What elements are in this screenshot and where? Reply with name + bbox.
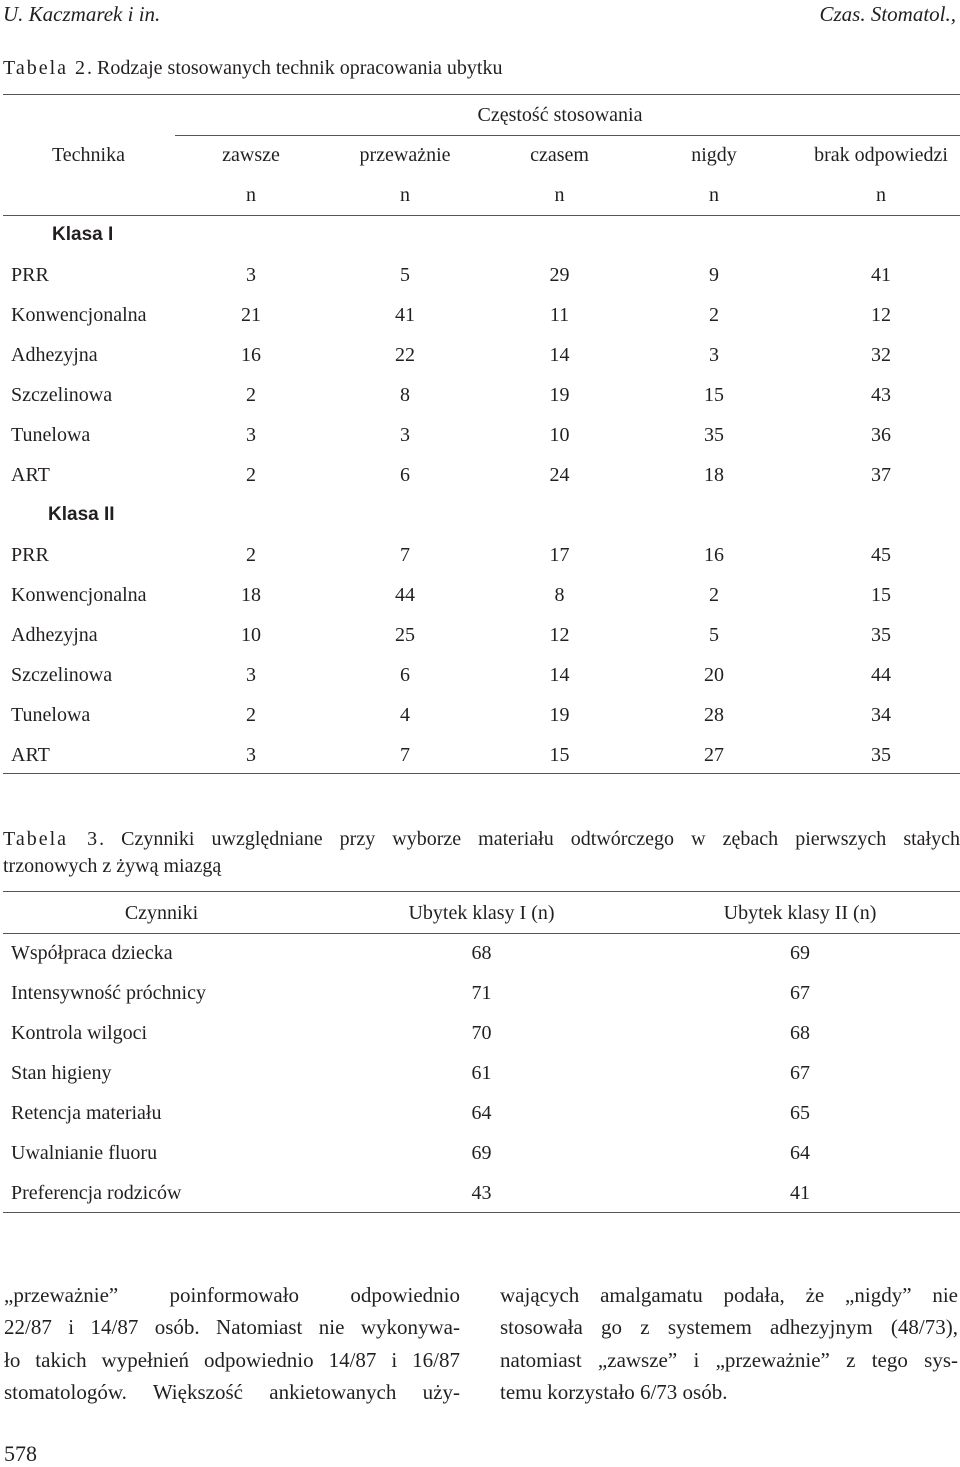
cell-value: 43 xyxy=(871,383,891,406)
table2-unit: n xyxy=(709,183,719,206)
body-line: natomiast „zawsze” i „przeważnie” z tego sys- xyxy=(500,1347,958,1372)
table3-header-czynniki: Czynniki xyxy=(124,901,199,924)
row-label: Intensywność próchnicy xyxy=(11,981,206,1004)
cell-value: 2 xyxy=(246,463,256,486)
table2-caption xyxy=(3,57,502,80)
table2-header-nigdy: nigdy xyxy=(691,143,737,166)
page-number: 578 xyxy=(4,1441,37,1466)
cell-value: 15 xyxy=(549,743,570,766)
cell-value: 67 xyxy=(790,1061,810,1084)
table-row xyxy=(0,615,960,655)
cell-value: 35 xyxy=(704,423,724,446)
cell-value: 21 xyxy=(241,303,261,326)
cell-value: 9 xyxy=(709,263,719,286)
cell-value: 5 xyxy=(709,623,719,646)
cell-value: 27 xyxy=(704,743,724,766)
row-label: Tunelowa xyxy=(11,423,91,446)
row-label: Szczelinowa xyxy=(11,663,113,686)
table2-header-przewaznie: przeważnie xyxy=(359,143,451,166)
cell-value: 41 xyxy=(790,1181,810,1204)
cell-value: 3 xyxy=(246,743,256,766)
table3-caption-line2: trzonowych z żywą miazgą xyxy=(3,855,222,877)
cell-value: 8 xyxy=(554,583,565,606)
table2-top-rule xyxy=(3,94,960,95)
cell-value: 25 xyxy=(395,623,415,646)
body-text-right-column xyxy=(500,1279,958,1408)
cell-value: 16 xyxy=(241,343,261,366)
body-text-left-column xyxy=(4,1279,460,1408)
cell-value: 7 xyxy=(400,743,410,766)
cell-value: 10 xyxy=(549,423,570,446)
table2-group-header: Częstość stosowania xyxy=(477,104,643,126)
table-row xyxy=(0,1133,960,1173)
cell-value: 69 xyxy=(790,941,810,964)
row-label: Współpraca dziecka xyxy=(11,941,173,964)
cell-value: 64 xyxy=(790,1141,810,1164)
table-row xyxy=(0,295,960,335)
cell-value: 68 xyxy=(471,941,492,964)
table2-unit: n xyxy=(876,183,886,206)
cell-value: 2 xyxy=(709,583,719,606)
table3-caption-text: . Czynniki uwzględniane przy wyborze materiału odtwórczego w zębach pierwszych stałych xyxy=(99,828,960,850)
table3-header-klasa-1: Ubytek klasy I (n) xyxy=(408,901,555,924)
row-label: Adhezyjna xyxy=(11,343,98,366)
row-label: Konwencjonalna xyxy=(11,583,147,606)
cell-value: 12 xyxy=(871,303,891,326)
table-row xyxy=(0,655,960,695)
table2-header-technika: Technika xyxy=(51,143,125,166)
cell-value: 14 xyxy=(549,663,570,686)
table3 xyxy=(0,893,960,1213)
cell-value: 22 xyxy=(395,343,415,366)
table-row xyxy=(0,933,960,973)
row-label: ART xyxy=(11,743,50,766)
row-label: Uwalnianie fluoru xyxy=(11,1141,158,1164)
cell-value: 18 xyxy=(241,583,261,606)
table2-unit: n xyxy=(554,183,565,206)
cell-value: 28 xyxy=(704,703,724,726)
row-label: Szczelinowa xyxy=(11,383,113,406)
row-label: Retencja materiału xyxy=(11,1101,162,1124)
table3-caption-line1 xyxy=(3,826,960,853)
body-line: „przeważnie” poinformowało odpowiednio xyxy=(4,1283,460,1307)
cell-value: 45 xyxy=(871,543,891,566)
table2-label: Tabela 2 xyxy=(3,57,88,79)
cell-value: 32 xyxy=(871,343,891,366)
body-line: stomatologów. Większość ankietowanych uży- xyxy=(4,1379,460,1404)
row-label: ART xyxy=(11,463,50,486)
table3-caption xyxy=(3,826,960,880)
table-row xyxy=(0,1093,960,1133)
cell-value: 19 xyxy=(549,383,570,406)
table2-caption-text: . Rodzaje stosowanych technik opracowania ubytku xyxy=(87,57,503,79)
table-row xyxy=(0,535,960,575)
cell-value: 3 xyxy=(709,343,719,366)
cell-value: 11 xyxy=(549,303,570,326)
cell-value: 44 xyxy=(395,583,415,606)
table2-header-zawsze: zawsze xyxy=(222,143,280,166)
row-label: PRR xyxy=(11,263,49,286)
cell-value: 69 xyxy=(471,1141,492,1164)
cell-value: 43 xyxy=(471,1181,492,1204)
cell-value: 41 xyxy=(395,303,415,326)
cell-value: 35 xyxy=(871,623,891,646)
table2-unit-row xyxy=(0,175,960,215)
table2 xyxy=(0,135,960,775)
cell-value: 5 xyxy=(400,263,410,286)
table-row xyxy=(0,735,960,775)
cell-value: 10 xyxy=(241,623,261,646)
table2-section-title: Klasa II xyxy=(48,504,115,525)
cell-value: 6 xyxy=(400,663,410,686)
cell-value: 6 xyxy=(400,463,410,486)
cell-value: 29 xyxy=(549,263,570,286)
body-line: ło takich wypełnień odpowiednio 14/87 i 16/87 xyxy=(4,1347,460,1372)
cell-value: 20 xyxy=(704,663,724,686)
body-line: wających amalgamatu podała, że „nigdy” nie xyxy=(500,1283,958,1307)
table3-header-rule xyxy=(3,933,960,934)
cell-value: 18 xyxy=(704,463,724,486)
table3-header-row xyxy=(0,893,960,933)
cell-value: 24 xyxy=(549,463,570,486)
row-label: Preferencja rodziców xyxy=(11,1181,182,1204)
cell-value: 67 xyxy=(790,981,810,1004)
table2-section-row xyxy=(0,215,960,255)
running-header-journal: Czas. Stomatol., xyxy=(819,2,956,26)
table2-header-row xyxy=(0,135,960,175)
running-header-authors: U. Kaczmarek i in. xyxy=(3,2,161,26)
table3-label: Tabela 3 xyxy=(3,828,100,850)
table2-unit: n xyxy=(400,183,410,206)
cell-value: 41 xyxy=(871,263,891,286)
cell-value: 3 xyxy=(400,423,410,446)
row-label: Tunelowa xyxy=(11,703,91,726)
cell-value: 68 xyxy=(790,1021,810,1044)
row-label: Kontrola wilgoci xyxy=(11,1021,148,1044)
cell-value: 35 xyxy=(871,743,891,766)
table-row xyxy=(0,415,960,455)
body-line: stosowała go z systemem adhezyjnym (48/73), xyxy=(500,1315,958,1340)
cell-value: 70 xyxy=(471,1021,492,1044)
table-row xyxy=(0,695,960,735)
table2-section-title: Klasa I xyxy=(52,224,114,245)
table-row xyxy=(0,255,960,295)
table-row xyxy=(0,455,960,495)
table-row xyxy=(0,335,960,375)
cell-value: 2 xyxy=(246,383,256,406)
cell-value: 37 xyxy=(871,463,891,486)
cell-value: 19 xyxy=(549,703,570,726)
table-row xyxy=(0,375,960,415)
row-label: Stan higieny xyxy=(11,1061,112,1084)
row-label: PRR xyxy=(11,543,49,566)
cell-value: 16 xyxy=(704,543,724,566)
cell-value: 17 xyxy=(549,543,570,566)
table-row xyxy=(0,1013,960,1053)
table2-header-czasem: czasem xyxy=(530,143,589,166)
table-row xyxy=(0,1173,960,1213)
cell-value: 4 xyxy=(400,703,410,726)
cell-value: 3 xyxy=(246,263,256,286)
cell-value: 8 xyxy=(400,383,410,406)
cell-value: 2 xyxy=(246,543,256,566)
cell-value: 15 xyxy=(871,583,891,606)
cell-value: 7 xyxy=(400,543,410,566)
cell-value: 44 xyxy=(871,663,891,686)
cell-value: 3 xyxy=(246,663,256,686)
cell-value: 71 xyxy=(471,981,492,1004)
cell-value: 14 xyxy=(549,343,570,366)
body-line: 22/87 i 14/87 osób. Natomiast nie wykonywa- xyxy=(4,1315,460,1340)
row-label: Konwencjonalna xyxy=(11,303,147,326)
cell-value: 2 xyxy=(246,703,256,726)
cell-value: 34 xyxy=(871,703,891,726)
cell-value: 64 xyxy=(471,1101,492,1124)
body-line: temu korzystało 6/73 osób. xyxy=(500,1379,728,1404)
table3-header-klasa-2: Ubytek klasy II (n) xyxy=(723,901,877,924)
table-row xyxy=(0,973,960,1013)
cell-value: 36 xyxy=(871,423,891,446)
table-row xyxy=(0,575,960,615)
table2-unit: n xyxy=(246,183,256,206)
cell-value: 2 xyxy=(709,303,719,326)
table3-bottom-rule xyxy=(3,1212,960,1213)
cell-value: 15 xyxy=(704,383,724,406)
table2-header-rule xyxy=(3,215,960,216)
table3-top-rule xyxy=(3,891,960,892)
row-label: Adhezyjna xyxy=(11,623,98,646)
cell-value: 12 xyxy=(549,623,570,646)
table2-bottom-rule xyxy=(3,773,960,774)
table2-header-brak-odpowiedzi: brak odpowiedzi xyxy=(814,143,948,166)
cell-value: 3 xyxy=(246,423,256,446)
table2-section-row xyxy=(0,495,960,535)
table-row xyxy=(0,1053,960,1093)
cell-value: 65 xyxy=(790,1101,810,1124)
cell-value: 61 xyxy=(471,1061,492,1084)
